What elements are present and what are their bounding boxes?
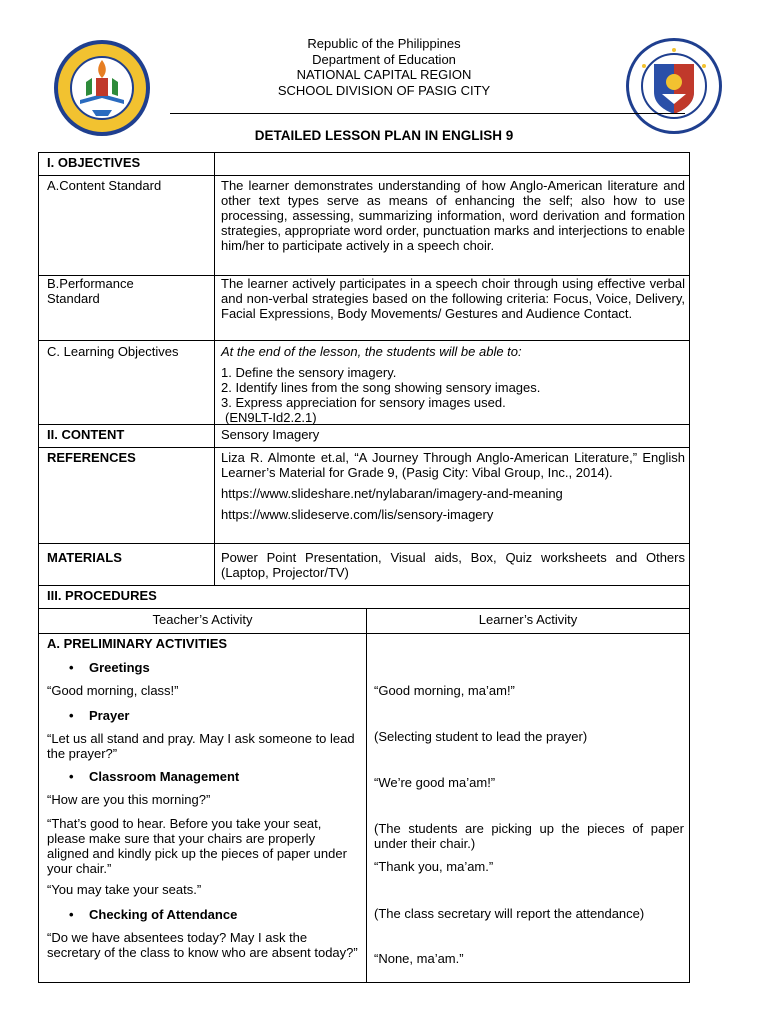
references-heading: REFERENCES: [47, 450, 136, 465]
content-standard-text: The learner demonstrates understanding of how Anglo-American literature and other text types serve as means of enhancing the self; also how to use processing, assessing, summarizing information, word derivation and formation strategies, appropriate word order, punctuation marks and interjections to enable him/her to participate actively in a speech choir.: [221, 178, 685, 253]
learner-were-good: “We’re good ma’am!”: [374, 775, 496, 790]
header-region: NATIONAL CAPITAL REGION: [296, 67, 472, 82]
teacher-take-seats: “You may take your seats.”: [47, 882, 202, 897]
learning-item-2: 2. Identify lines from the song showing sensory images.: [221, 380, 541, 395]
greetings-label: Greetings: [89, 660, 150, 675]
prayer-label: Prayer: [89, 708, 130, 723]
learner-none: “None, ma’am.”: [374, 951, 464, 966]
content-standard-label: A.Content Standard: [47, 178, 162, 193]
teacher-how-are-you: “How are you this morning?”: [47, 792, 211, 807]
learner-secretary: (The class secretary will report the attendance): [374, 906, 645, 921]
bullet-greetings: • Greetings: [69, 660, 150, 675]
bullet-classroom-management: • Classroom Management: [69, 769, 240, 784]
learning-objectives-content: [221, 344, 685, 425]
learning-intro: At the end of the lesson, the students will be able to:: [221, 344, 522, 359]
letterhead: [0, 36, 768, 98]
header-division: SCHOOL DIVISION OF PASIG CITY: [277, 82, 491, 98]
references-citation: Liza R. Almonte et.al, “A Journey Through Anglo-American Literature,” English Learner’s Material for Grade 9, (Pasig City: Vibal Group, Inc., 2014).: [221, 450, 685, 480]
teacher-good-to-hear: “That’s good to hear. Before you take your seat, please make sure that your chairs are properly aligned and kindly pick up the pieces of paper under your chair.”: [47, 816, 347, 876]
header-department: Department of Education: [312, 51, 456, 67]
learner-thank-you: “Thank you, ma’am.”: [374, 859, 494, 874]
teacher-prayer: “Let us all stand and pray. May I ask someone to lead the prayer?”: [47, 731, 355, 761]
learning-code: (EN9LT-Id2.2.1): [225, 410, 317, 425]
performance-label-line1: B.Performance: [47, 276, 134, 291]
header-republic: Republic of the Philippines: [307, 36, 461, 51]
procedures-heading: III. PROCEDURES: [47, 588, 157, 603]
learner-picking: (The students are picking up the pieces of paper under their chair.): [374, 821, 684, 851]
references-link-1[interactable]: https://www.slideshare.net/nylabaran/imagery-and-meaning: [221, 486, 563, 501]
materials-heading: MATERIALS: [47, 550, 122, 565]
performance-standard-label: [47, 276, 134, 306]
teacher-absentees: “Do we have absentees today? May I ask the secretary of the class to know who are absent today?”: [47, 930, 358, 960]
bullet-attendance: • Checking of Attendance: [69, 907, 238, 922]
performance-standard-text: The learner actively participates in a speech choir through using effective verbal and non-verbal strategies based on the following criteria: Focus, Voice, Delivery, Facial Expressions, Body Movements/ Gestures and Audience Contact.: [221, 276, 685, 321]
header-divider: [170, 113, 685, 114]
teacher-greeting: “Good morning, class!”: [47, 683, 179, 698]
content-heading: II. CONTENT: [47, 427, 125, 442]
learning-item-1: 1. Define the sensory imagery.: [221, 365, 397, 380]
materials-text: Power Point Presentation, Visual aids, Box, Quiz worksheets and Others (Laptop, Projector/TV): [221, 550, 685, 580]
attendance-label: Checking of Attendance: [89, 907, 238, 922]
learning-objectives-label: C. Learning Objectives: [47, 344, 179, 359]
preliminary-activities-heading: A. PRELIMINARY ACTIVITIES: [47, 636, 228, 651]
teacher-activity-header: Teacher’s Activity: [152, 612, 253, 627]
learner-activity-header: Learner’s Activity: [478, 612, 578, 627]
content-value: Sensory Imagery: [221, 427, 320, 442]
learner-good-morning: “Good morning, ma’am!”: [374, 683, 515, 698]
classroom-management-label: Classroom Management: [89, 769, 240, 784]
learner-selecting: (Selecting student to lead the prayer): [374, 729, 588, 744]
performance-label-line2: Standard: [47, 291, 100, 306]
document-title: DETAILED LESSON PLAN IN ENGLISH 9: [254, 128, 514, 143]
objectives-heading: I. OBJECTIVES: [47, 155, 141, 170]
lesson-plan-table: [38, 152, 690, 983]
references-content: [221, 450, 685, 528]
bullet-prayer: • Prayer: [69, 708, 130, 723]
references-link-2[interactable]: https://www.slideserve.com/lis/sensory-imagery: [221, 507, 494, 522]
learning-item-3: 3. Express appreciation for sensory images used.: [221, 395, 506, 410]
